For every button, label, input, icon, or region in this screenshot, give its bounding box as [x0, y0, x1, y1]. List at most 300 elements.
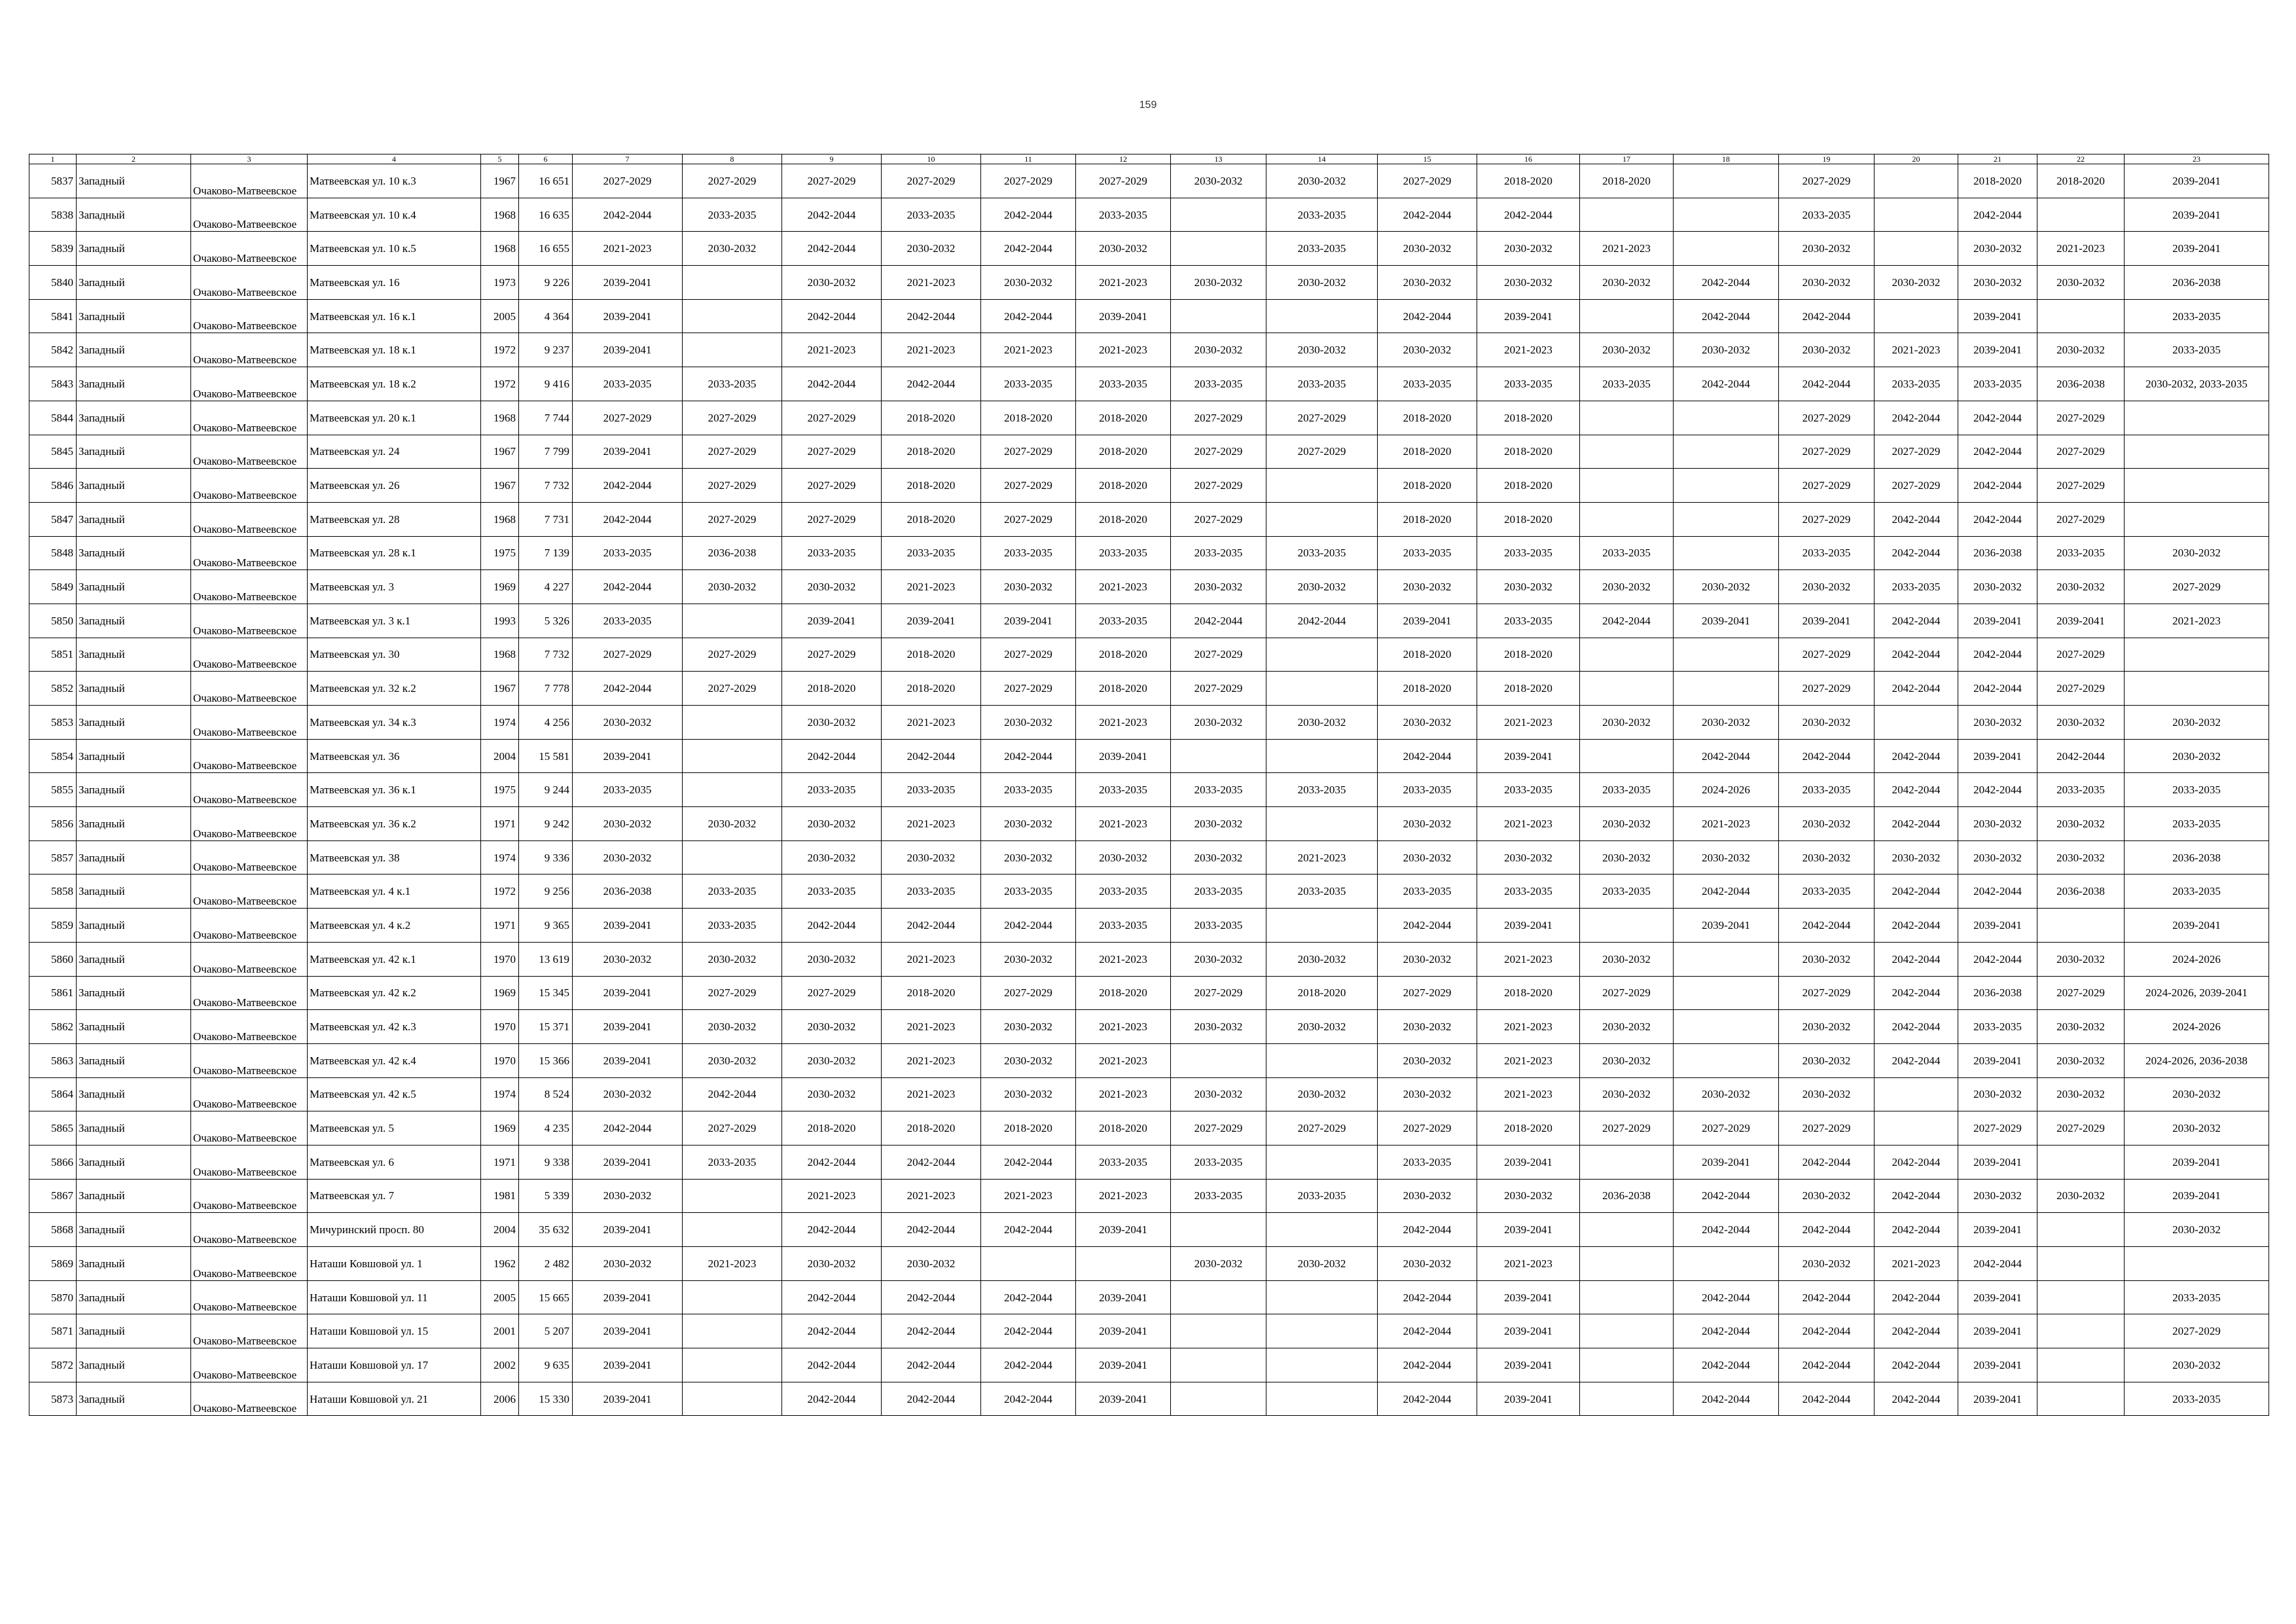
table-row [29, 807, 2269, 841]
period-cell: 2042-2044 [882, 909, 981, 943]
table-row [29, 706, 2269, 740]
period-cell: 2030-2032 [1779, 942, 1874, 976]
period-cell: 2033-2035 [1378, 773, 1477, 807]
row-id-cell: 5850 [29, 604, 77, 638]
period-cell: 2030-2032 [2037, 1077, 2125, 1111]
period-cell: 2018-2020 [882, 1111, 981, 1146]
period-cell: 2030-2032 [1266, 706, 1378, 740]
column-header: 4 [308, 154, 481, 164]
table-row [29, 1077, 2269, 1111]
period-cell [1580, 502, 1674, 536]
period-cell [1171, 1213, 1266, 1247]
period-cell: 2042-2044 [1874, 1348, 1958, 1382]
period-cell: 2018-2020 [782, 672, 882, 706]
column-header: 11 [981, 154, 1076, 164]
period-cell: 2021-2023 [1076, 266, 1171, 300]
column-header: 12 [1076, 154, 1171, 164]
period-cell: 2027-2029 [882, 164, 981, 198]
district-cell: Западный [77, 1382, 191, 1416]
period-cell: 2039-2041 [1958, 604, 2037, 638]
row-id-cell: 5843 [29, 367, 77, 401]
period-cell: 2033-2035 [2125, 1382, 2269, 1416]
municipal-district-cell: Очаково-Матвеевское [191, 164, 308, 198]
period-cell: 2042-2044 [1958, 773, 2037, 807]
period-cell [1266, 469, 1378, 503]
period-cell: 2042-2044 [1580, 604, 1674, 638]
period-cell: 2027-2029 [1874, 469, 1958, 503]
period-cell: 2042-2044 [1171, 604, 1266, 638]
period-cell: 2033-2035 [981, 367, 1076, 401]
column-header: 5 [481, 154, 519, 164]
period-cell: 2039-2041 [2125, 232, 2269, 266]
period-cell: 2030-2032 [1171, 1010, 1266, 1044]
area-cell: 7 799 [519, 435, 573, 469]
period-cell: 2027-2029 [683, 502, 782, 536]
period-cell: 2027-2029 [2037, 401, 2125, 435]
row-id-cell: 5866 [29, 1145, 77, 1179]
period-cell: 2030-2032 [1580, 333, 1674, 367]
column-header: 6 [519, 154, 573, 164]
address-cell: Матвеевская ул. 42 к.2 [308, 976, 481, 1010]
period-cell: 2039-2041 [573, 299, 683, 333]
period-cell: 2042-2044 [1674, 1280, 1779, 1314]
period-cell: 2042-2044 [1477, 198, 1580, 232]
period-cell: 2033-2035 [573, 604, 683, 638]
period-cell: 2018-2020 [1477, 435, 1580, 469]
municipal-district-cell: Очаково-Матвеевское [191, 333, 308, 367]
period-cell: 2030-2032 [2125, 536, 2269, 570]
period-cell: 2042-2044 [1674, 1179, 1779, 1213]
row-id-cell: 5849 [29, 570, 77, 604]
table-row [29, 638, 2269, 672]
period-cell: 2027-2029 [2037, 1111, 2125, 1146]
address-cell: Матвеевская ул. 6 [308, 1145, 481, 1179]
year-built-cell: 2005 [481, 299, 519, 333]
district-cell: Западный [77, 1179, 191, 1213]
period-cell: 2030-2032 [1378, 942, 1477, 976]
period-cell: 2039-2041 [1076, 1382, 1171, 1416]
period-cell: 2042-2044 [573, 672, 683, 706]
period-cell [1674, 1247, 1779, 1281]
period-cell: 2036-2038 [1958, 536, 2037, 570]
period-cell: 2039-2041 [573, 1280, 683, 1314]
period-cell [1874, 299, 1958, 333]
year-built-cell: 1975 [481, 773, 519, 807]
period-cell: 2042-2044 [1874, 1280, 1958, 1314]
address-cell: Матвеевская ул. 34 к.3 [308, 706, 481, 740]
period-cell: 2039-2041 [2125, 1145, 2269, 1179]
period-cell: 2033-2035 [1378, 875, 1477, 909]
area-cell: 9 365 [519, 909, 573, 943]
period-cell: 2030-2032 [1779, 840, 1874, 875]
period-cell: 2030-2032 [1266, 1010, 1378, 1044]
period-cell: 2042-2044 [981, 1314, 1076, 1348]
period-cell: 2030-2032 [1171, 807, 1266, 841]
period-cell: 2033-2035 [573, 536, 683, 570]
period-cell [1171, 739, 1266, 773]
period-cell: 2021-2023 [882, 942, 981, 976]
period-cell: 2021-2023 [882, 333, 981, 367]
year-built-cell: 1974 [481, 840, 519, 875]
row-id-cell: 5855 [29, 773, 77, 807]
period-cell: 2030-2032 [1378, 232, 1477, 266]
period-cell: 2027-2029 [2037, 469, 2125, 503]
period-cell: 2030-2032 [683, 1010, 782, 1044]
period-cell: 2033-2035 [573, 367, 683, 401]
period-cell: 2042-2044 [573, 198, 683, 232]
period-cell [2125, 672, 2269, 706]
period-cell: 2027-2029 [2125, 1314, 2269, 1348]
period-cell: 2042-2044 [1674, 875, 1779, 909]
period-cell: 2030-2032 [1958, 1077, 2037, 1111]
period-cell: 2042-2044 [573, 502, 683, 536]
address-cell: Матвеевская ул. 32 к.2 [308, 672, 481, 706]
period-cell: 2033-2035 [1779, 536, 1874, 570]
period-cell: 2039-2041 [573, 1043, 683, 1077]
district-cell: Западный [77, 976, 191, 1010]
period-cell: 2030-2032 [1674, 840, 1779, 875]
district-cell: Западный [77, 164, 191, 198]
period-cell: 2030-2032 [1779, 570, 1874, 604]
year-built-cell: 2006 [481, 1382, 519, 1416]
address-cell: Матвеевская ул. 18 к.2 [308, 367, 481, 401]
period-cell: 2021-2023 [1477, 1247, 1580, 1281]
period-cell: 2039-2041 [1958, 1145, 2037, 1179]
period-cell: 2033-2035 [1477, 875, 1580, 909]
table-row [29, 1382, 2269, 1416]
period-cell: 2033-2035 [1171, 1179, 1266, 1213]
column-header: 19 [1779, 154, 1874, 164]
period-cell: 2039-2041 [1958, 1043, 2037, 1077]
period-cell: 2039-2041 [2125, 198, 2269, 232]
period-cell: 2030-2032 [573, 807, 683, 841]
period-cell: 2021-2023 [882, 1010, 981, 1044]
row-id-cell: 5870 [29, 1280, 77, 1314]
period-cell: 2027-2029 [782, 435, 882, 469]
area-cell: 7 744 [519, 401, 573, 435]
period-cell: 2039-2041 [1958, 1213, 2037, 1247]
period-cell [683, 604, 782, 638]
period-cell: 2030-2032 [2037, 706, 2125, 740]
municipal-district-cell: Очаково-Матвеевское [191, 807, 308, 841]
row-id-cell: 5865 [29, 1111, 77, 1146]
period-cell: 2018-2020 [1076, 435, 1171, 469]
period-cell: 2039-2041 [1958, 333, 2037, 367]
period-cell: 2030-2032 [1674, 1077, 1779, 1111]
period-cell: 2033-2035 [2125, 773, 2269, 807]
table-row [29, 1314, 2269, 1348]
period-cell: 2039-2041 [573, 1314, 683, 1348]
period-cell [1674, 976, 1779, 1010]
period-cell: 2021-2023 [1874, 1247, 1958, 1281]
period-cell: 2030-2032 [1266, 1247, 1378, 1281]
period-cell [1580, 1247, 1674, 1281]
period-cell: 2030-2032 [683, 570, 782, 604]
period-cell [1171, 1314, 1266, 1348]
period-cell: 2030-2032 [981, 840, 1076, 875]
address-cell: Матвеевская ул. 10 к.4 [308, 198, 481, 232]
district-cell: Западный [77, 1314, 191, 1348]
period-cell: 2042-2044 [1378, 739, 1477, 773]
period-cell: 2030-2032 [1958, 232, 2037, 266]
period-cell: 2030-2032 [2125, 1213, 2269, 1247]
period-cell: 2021-2023 [1076, 942, 1171, 976]
period-cell: 2033-2035 [1378, 367, 1477, 401]
period-cell: 2042-2044 [981, 198, 1076, 232]
period-cell [1874, 232, 1958, 266]
period-cell: 2027-2029 [1580, 976, 1674, 1010]
column-header: 21 [1958, 154, 2037, 164]
period-cell: 2030-2032 [1958, 706, 2037, 740]
period-cell: 2021-2023 [1580, 232, 1674, 266]
period-cell [1171, 1280, 1266, 1314]
address-cell: Матвеевская ул. 28 [308, 502, 481, 536]
municipal-district-cell: Очаково-Матвеевское [191, 672, 308, 706]
period-cell [1580, 638, 1674, 672]
district-cell: Западный [77, 1213, 191, 1247]
district-cell: Западный [77, 604, 191, 638]
period-cell: 2030-2032 [573, 706, 683, 740]
municipal-district-cell: Очаково-Матвеевское [191, 1348, 308, 1382]
period-cell [1266, 807, 1378, 841]
period-cell: 2027-2029 [573, 164, 683, 198]
municipal-district-cell: Очаково-Матвеевское [191, 367, 308, 401]
period-cell [1580, 1213, 1674, 1247]
district-cell: Западный [77, 706, 191, 740]
year-built-cell: 1972 [481, 333, 519, 367]
period-cell: 2033-2035 [2037, 773, 2125, 807]
period-cell: 2033-2035 [1266, 536, 1378, 570]
period-cell: 2039-2041 [573, 1010, 683, 1044]
period-cell: 2027-2029 [683, 401, 782, 435]
table-row [29, 1179, 2269, 1213]
period-cell: 2039-2041 [573, 976, 683, 1010]
period-cell: 2030-2032 [1171, 840, 1266, 875]
table-row [29, 976, 2269, 1010]
period-cell: 2042-2044 [1378, 1382, 1477, 1416]
period-cell: 2027-2029 [1580, 1111, 1674, 1146]
district-cell: Западный [77, 1348, 191, 1382]
period-cell: 2030-2032 [2037, 570, 2125, 604]
period-cell: 2030-2032 [782, 1010, 882, 1044]
period-cell: 2042-2044 [1779, 1213, 1874, 1247]
period-cell: 2021-2023 [1266, 840, 1378, 875]
period-cell: 2030-2032 [1779, 1077, 1874, 1111]
period-cell: 2042-2044 [683, 1077, 782, 1111]
district-cell: Западный [77, 333, 191, 367]
row-id-cell: 5853 [29, 706, 77, 740]
period-cell: 2030-2032 [2125, 1111, 2269, 1146]
period-cell: 2030-2032 [782, 1077, 882, 1111]
period-cell: 2027-2029 [981, 502, 1076, 536]
period-cell: 2042-2044 [1378, 1314, 1477, 1348]
period-cell: 2027-2029 [683, 435, 782, 469]
year-built-cell: 1968 [481, 232, 519, 266]
period-cell: 2030-2032 [981, 807, 1076, 841]
period-cell: 2021-2023 [1076, 570, 1171, 604]
table-row [29, 401, 2269, 435]
period-cell [1580, 299, 1674, 333]
period-cell: 2033-2035 [1171, 773, 1266, 807]
period-cell: 2033-2035 [1874, 367, 1958, 401]
period-cell: 2030-2032 [1779, 1179, 1874, 1213]
period-cell [683, 1280, 782, 1314]
period-cell: 2039-2041 [1958, 739, 2037, 773]
period-cell: 2042-2044 [1674, 1213, 1779, 1247]
period-cell [1171, 232, 1266, 266]
period-cell: 2030-2032 [782, 706, 882, 740]
row-id-cell: 5864 [29, 1077, 77, 1111]
period-cell: 2042-2044 [782, 1348, 882, 1382]
column-header: 10 [882, 154, 981, 164]
period-cell: 2039-2041 [1958, 1382, 2037, 1416]
year-built-cell: 1967 [481, 672, 519, 706]
period-cell: 2030-2032 [1171, 164, 1266, 198]
period-cell [1674, 638, 1779, 672]
period-cell: 2018-2020 [1477, 976, 1580, 1010]
period-cell: 2042-2044 [573, 1111, 683, 1146]
period-cell [2125, 1247, 2269, 1281]
period-cell: 2030-2032 [1378, 1179, 1477, 1213]
period-cell: 2018-2020 [1076, 1111, 1171, 1146]
address-cell: Матвеевская ул. 3 [308, 570, 481, 604]
municipal-district-cell: Очаково-Матвеевское [191, 1043, 308, 1077]
period-cell: 2030-2032 [1958, 840, 2037, 875]
period-cell: 2039-2041 [1076, 299, 1171, 333]
period-cell [2125, 401, 2269, 435]
period-cell: 2030-2032 [1580, 1043, 1674, 1077]
period-cell: 2042-2044 [1674, 1382, 1779, 1416]
period-cell: 2018-2020 [782, 1111, 882, 1146]
period-cell: 2030-2032 [683, 942, 782, 976]
period-cell: 2021-2023 [1477, 1077, 1580, 1111]
period-cell: 2030-2032 [1266, 570, 1378, 604]
year-built-cell: 1974 [481, 1077, 519, 1111]
period-cell: 2027-2029 [1171, 435, 1266, 469]
period-cell: 2042-2044 [1874, 1010, 1958, 1044]
area-cell: 9 244 [519, 773, 573, 807]
period-cell: 2030-2032 [1580, 570, 1674, 604]
period-cell: 2039-2041 [573, 1348, 683, 1382]
period-cell: 2039-2041 [1477, 909, 1580, 943]
period-cell [1580, 909, 1674, 943]
period-cell [1266, 1348, 1378, 1382]
period-cell: 2042-2044 [1874, 1382, 1958, 1416]
period-cell: 2042-2044 [1779, 739, 1874, 773]
period-cell: 2042-2044 [782, 1314, 882, 1348]
period-cell: 2042-2044 [1779, 909, 1874, 943]
period-cell: 2027-2029 [981, 638, 1076, 672]
row-id-cell: 5861 [29, 976, 77, 1010]
period-cell: 2030-2032 [1580, 1077, 1674, 1111]
period-cell: 2033-2035 [1076, 536, 1171, 570]
period-cell: 2018-2020 [1076, 672, 1171, 706]
column-header: 13 [1171, 154, 1266, 164]
table-row [29, 909, 2269, 943]
period-cell: 2042-2044 [1874, 807, 1958, 841]
period-cell: 2036-2038 [1958, 976, 2037, 1010]
period-cell: 2033-2035 [2125, 807, 2269, 841]
area-cell: 9 237 [519, 333, 573, 367]
period-cell [1266, 1043, 1378, 1077]
period-cell: 2018-2020 [1378, 502, 1477, 536]
municipal-district-cell: Очаково-Матвеевское [191, 1382, 308, 1416]
period-cell: 2033-2035 [683, 198, 782, 232]
row-id-cell: 5847 [29, 502, 77, 536]
table-row [29, 1010, 2269, 1044]
period-cell: 2042-2044 [1779, 1348, 1874, 1382]
period-cell: 2027-2029 [1779, 672, 1874, 706]
period-cell: 2042-2044 [1779, 299, 1874, 333]
period-cell: 2027-2029 [683, 672, 782, 706]
period-cell: 2042-2044 [1674, 739, 1779, 773]
address-cell: Наташи Ковшовой ул. 1 [308, 1247, 481, 1281]
row-id-cell: 5863 [29, 1043, 77, 1077]
period-cell: 2030-2032 [782, 570, 882, 604]
period-cell [1171, 1382, 1266, 1416]
district-cell: Западный [77, 570, 191, 604]
column-header: 16 [1477, 154, 1580, 164]
period-cell: 2030-2032 [1580, 706, 1674, 740]
period-cell: 2042-2044 [782, 909, 882, 943]
period-cell: 2030-2032 [981, 1010, 1076, 1044]
period-cell [1580, 401, 1674, 435]
period-cell [1266, 739, 1378, 773]
area-cell: 15 330 [519, 1382, 573, 1416]
period-cell: 2036-2038 [573, 875, 683, 909]
period-cell: 2033-2035 [981, 773, 1076, 807]
period-cell: 2033-2035 [1266, 232, 1378, 266]
period-cell: 2039-2041 [2125, 909, 2269, 943]
period-cell: 2039-2041 [1076, 739, 1171, 773]
row-id-cell: 5837 [29, 164, 77, 198]
period-cell: 2030-2032 [782, 807, 882, 841]
district-cell: Западный [77, 1077, 191, 1111]
period-cell: 2042-2044 [1378, 299, 1477, 333]
year-built-cell: 1969 [481, 976, 519, 1010]
period-cell: 2042-2044 [882, 1382, 981, 1416]
period-cell: 2042-2044 [1874, 1314, 1958, 1348]
district-cell: Западный [77, 401, 191, 435]
period-cell: 2030-2032 [2037, 333, 2125, 367]
period-cell: 2021-2023 [882, 1179, 981, 1213]
period-cell [1171, 198, 1266, 232]
year-built-cell: 1974 [481, 706, 519, 740]
period-cell: 2021-2023 [683, 1247, 782, 1281]
row-id-cell: 5840 [29, 266, 77, 300]
row-id-cell: 5859 [29, 909, 77, 943]
municipal-district-cell: Очаково-Матвеевское [191, 570, 308, 604]
year-built-cell: 1971 [481, 909, 519, 943]
period-cell: 2033-2035 [2125, 875, 2269, 909]
period-cell: 2039-2041 [882, 604, 981, 638]
period-cell: 2042-2044 [1674, 1348, 1779, 1382]
period-cell: 2039-2041 [1477, 1314, 1580, 1348]
period-cell: 2030-2032 [981, 1077, 1076, 1111]
year-built-cell: 2004 [481, 1213, 519, 1247]
period-cell: 2027-2029 [782, 502, 882, 536]
period-cell [1580, 469, 1674, 503]
period-cell [2125, 435, 2269, 469]
period-cell: 2030-2032 [1779, 706, 1874, 740]
table-body [29, 164, 2269, 1416]
column-number-row [29, 154, 2269, 164]
period-cell [1674, 502, 1779, 536]
period-cell: 2030-2032 [1378, 1043, 1477, 1077]
period-cell: 2033-2035 [1266, 1179, 1378, 1213]
address-cell: Наташи Ковшовой ул. 11 [308, 1280, 481, 1314]
period-cell: 2027-2029 [782, 638, 882, 672]
